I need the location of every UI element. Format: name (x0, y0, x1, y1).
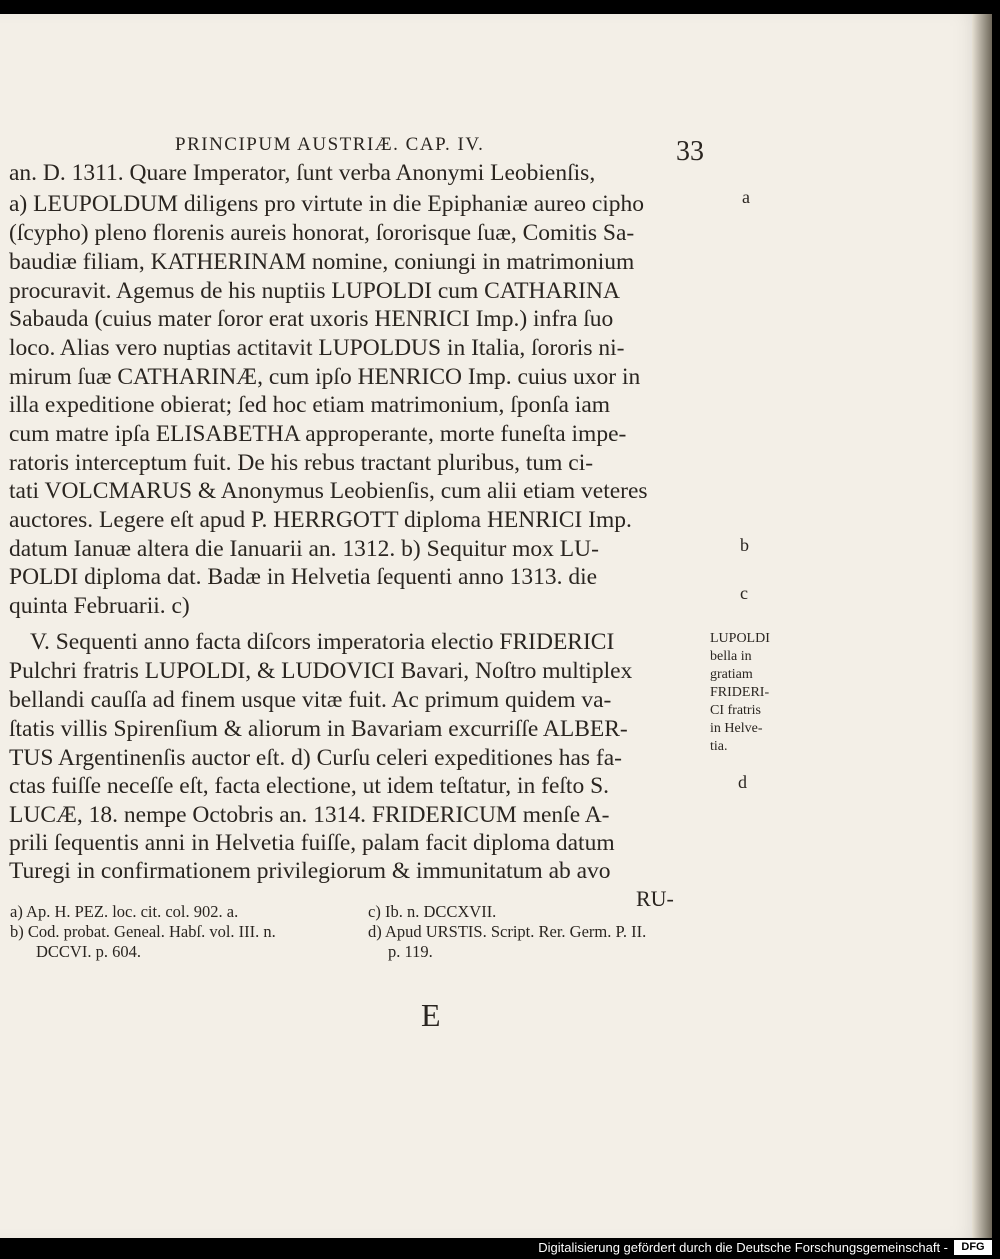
body-line: Pulchri fratris LUPOLDI, & LUDOVICI Bavari, Noſtro multiplex (9, 658, 633, 684)
body-line: ſtatis villis Spirenſium & aliorum in Bavariam excurriſſe ALBER- (9, 716, 628, 742)
body-line: ratoris interceptum fuit. De his rebus tractant pluribus, tum ci- (9, 450, 594, 476)
footer-credit: Digitalisierung gefördert durch die Deutsche Forschungsgemeinschaft - (538, 1240, 948, 1255)
body-line: (ſcypho) pleno florenis aureis honorat, ſororisque ſuæ, Comitis Sa- (9, 220, 635, 246)
signature-mark: E (421, 997, 441, 1033)
body-line: mirum ſuæ CATHARINÆ, cum ipſo HENRICO Imp. cuius uxor in (9, 364, 641, 390)
side-note-line: LUPOLDI (710, 631, 770, 646)
body-line: datum Ianuæ altera die Ianuarii an. 1312. b) Sequitur mox LU- (9, 536, 599, 562)
body-line: tati VOLCMARUS & Anonymus Leobienſis, cum alii etiam veteres (9, 478, 648, 504)
margin-note-b: b (740, 535, 749, 555)
side-note-line: gratiam (710, 667, 753, 682)
footnote-b-cont: DCCVI. p. 604. (36, 942, 141, 961)
body-line: auctores. Legere eſt apud P. HERRGOTT diploma HENRICI Imp. (9, 507, 632, 533)
side-note-line: FRIDERI- (710, 685, 770, 700)
margin-note-d: d (738, 772, 747, 792)
footnote-b: b) Cod. probat. Geneal. Habſ. vol. III. n. (10, 922, 276, 941)
margin-note-a: a (742, 187, 750, 207)
margin-note-c: c (740, 583, 748, 603)
body-line: procuravit. Agemus de his nuptiis LUPOLDI cum CATHARINA (9, 278, 620, 304)
page-number: 33 (676, 136, 704, 167)
book-page (0, 14, 992, 1238)
side-note-line: tia. (710, 739, 728, 754)
body-line: ctas fuiſſe neceſſe eſt, facta electione, ut idem teſtatur, in feſto S. (9, 773, 610, 799)
body-line: bellandi cauſſa ad finem usque vitæ fuit. Ac primum quidem va- (9, 687, 612, 713)
body-line: cum matre ipſa ELISABETHA approperante, morte funeſta impe- (9, 421, 627, 447)
footnote-d-cont: p. 119. (388, 942, 433, 961)
body-line: Turegi in confirmationem privilegiorum & immunitatum ab avo (9, 858, 611, 884)
side-note-line: CI fratris (710, 703, 761, 718)
body-line: illa expeditione obierat; ſed hoc etiam matrimonium, ſponſa iam (9, 392, 611, 418)
body-line: Sabauda (cuius mater ſoror erat uxoris HENRICI Imp.) infra ſuo (9, 306, 614, 332)
body-line: LUCÆ, 18. nempe Octobris an. 1314. FRIDERICUM menſe A- (9, 802, 610, 828)
body-line: a) LEUPOLDUM diligens pro virtute in die Epiphaniæ aureo cipho (9, 191, 645, 217)
dfg-logo: DFG (954, 1240, 992, 1255)
running-header: PRINCIPUM AUSTRIÆ. CAP. IV. (175, 134, 485, 155)
body-line: an. D. 1311. Quare Imperator, ſunt verba Anonymi Leobienſis, (9, 160, 596, 186)
body-line: POLDI diploma dat. Badæ in Helvetia ſequenti anno 1313. die (9, 564, 598, 590)
footnote-d: d) Apud URSTIS. Script. Rer. Germ. P. II. (368, 922, 647, 941)
side-note-line: in Helve- (710, 721, 763, 736)
body-line: V. Sequenti anno facta diſcors imperatoria electio FRIDERICI (30, 629, 615, 655)
body-line: TUS Argentinenſis auctor eſt. d) Curſu celeri expeditiones has fa- (9, 745, 623, 771)
footnote-c: c) Ib. n. DCCXVII. (368, 902, 497, 921)
page-spine-shadow (972, 14, 992, 1238)
catchword: RU- (636, 886, 674, 911)
body-line: baudiæ filiam, KATHERINAM nomine, coniungi in matrimonium (9, 249, 635, 275)
footer-bar (0, 1238, 1000, 1259)
body-line: loco. Alias vero nuptias actitavit LUPOLDUS in Italia, ſororis ni- (9, 335, 625, 361)
body-line: quinta Februarii. c) (9, 593, 190, 619)
body-line: prili ſequentis anni in Helvetia fuiſſe, palam facit diploma datum (9, 830, 615, 856)
footnote-a: a) Ap. H. PEZ. loc. cit. col. 902. a. (10, 902, 239, 921)
side-note-line: bella in (710, 649, 752, 664)
